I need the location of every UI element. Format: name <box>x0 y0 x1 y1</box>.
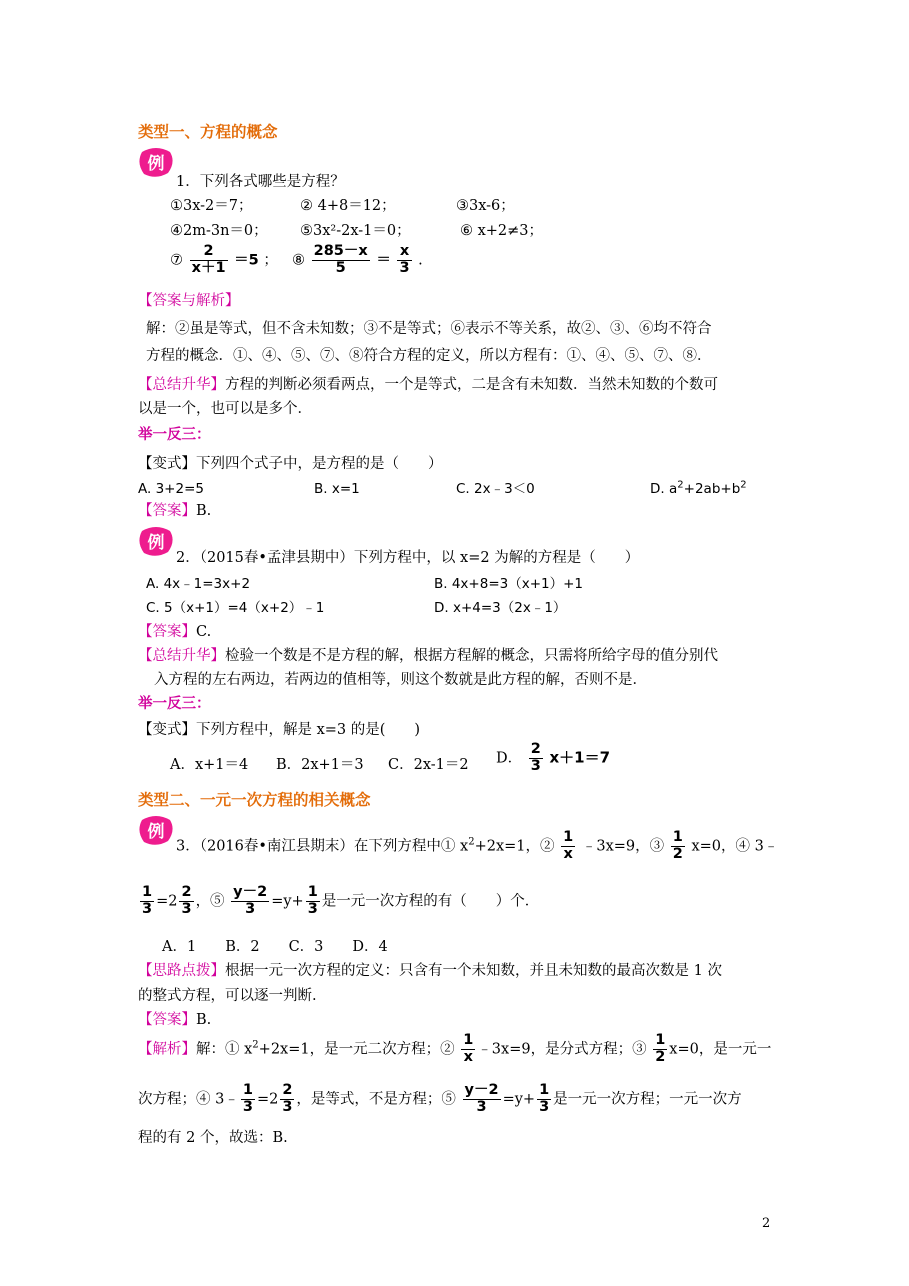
section-title-2: 类型二、一元一次方程的相关概念 <box>138 791 371 809</box>
variant-2-option-a: A．x+1＝4 <box>170 757 249 773</box>
answer-analysis-tag: 【答案与解析】 <box>138 293 240 309</box>
option-5: ⑤3x²-2x-1＝0； <box>300 223 411 239</box>
option-6: ⑥ x+2≠3； <box>460 223 544 239</box>
practice-heading-1: 举一反三： <box>138 427 211 443</box>
example-badge-icon <box>136 146 176 180</box>
svg-text:例: 例 <box>147 154 165 174</box>
option-7: ⑦ $\frac{2}{x+1}$ ＝5 ； <box>170 243 278 276</box>
analysis-line-1: 【解析】解：① $x^2+2x=1$，是一元二次方程；② $\frac{1}{x}$ ﹣3x=9，是分式方程；③ $\frac{1}{2}$ x=0，是一元一 <box>138 1032 772 1065</box>
answer-text-line-2: 方程的概念．①、④、⑤、⑦、⑧符合方程的定义，所以方程有：①、④、⑤、⑦、⑧． <box>146 348 712 364</box>
variant-1-option-d: D. $a^2+2ab+b^2$ <box>650 479 747 497</box>
q2-option-b: B. 4x+8=3（x+1）+1 <box>434 576 584 592</box>
variant-2-option-d: D． $\frac{2}{3}$ x＋1＝7 <box>496 741 611 774</box>
option-3: ③3x-6； <box>456 198 515 214</box>
q2-option-a: A. 4x﹣1=3x+2 <box>146 576 251 592</box>
example-badge-icon <box>136 814 176 848</box>
variant-2-option-b: B．2x+1＝3 <box>276 757 364 773</box>
variant-1-option-a: A. 3+2=5 <box>138 481 204 497</box>
variant-1-option-c: C. 2x﹣3＜0 <box>456 481 535 497</box>
option-4: ④2m-3n＝0； <box>170 223 268 239</box>
variant-1: 【变式】下列四个式子中，是方程的是（ ） <box>138 456 443 472</box>
question-1: 1．下列各式哪些是方程？ <box>176 174 345 190</box>
question-3-line-2: $\frac{1}{3}$ =2 $\frac{2}{3}$ ，⑤ $\frac{y-2}{3}$ =y+ $\frac{1}{3}$ 是一元一次方程的有（ ）个． <box>142 884 540 917</box>
hint: 【思路点拨】根据一元一次方程的定义：只含有一个未知数，并且未知数的最高次数是 1 次 <box>138 963 722 979</box>
option-2: ② 4+8＝12； <box>300 198 396 214</box>
page-number: 2 <box>762 1216 771 1231</box>
question-2: 2．（2015春•孟津县期中）下列方程中，以 x=2 为解的方程是（ ） <box>176 550 640 566</box>
summary-1-line-2: 以是一个，也可以是多个． <box>138 401 312 417</box>
answer-text-line-1: 解：②虽是等式，但不含未知数；③不是等式；⑥表示不等关系，故②、③、⑥均不符合 <box>146 321 712 337</box>
q3-answer: 【答案】B. <box>138 1012 212 1028</box>
svg-text:例: 例 <box>147 822 165 842</box>
q2-answer: 【答案】C. <box>138 624 212 640</box>
practice-heading-2: 举一反三： <box>138 696 211 712</box>
summary-2-line-2: 入方程的左右两边，若两边的值相等，则这个数就是此方程的解，否则不是． <box>154 672 647 688</box>
svg-text:例: 例 <box>147 533 165 553</box>
q2-option-d: D. x+4=3（2x﹣1） <box>434 600 567 616</box>
variant-1-option-b: B. x=1 <box>314 481 360 497</box>
question-3-line-1: 3．（2016春•南江县期末）在下列方程中① $x^2+2x=1$，② $\frac{1}{x}$ ﹣3x=9，③ $\frac{1}{2}$ x=0，④ 3﹣ <box>176 829 779 862</box>
variant-2: 【变式】下列方程中，解是 x=3 的是( ) <box>138 722 421 738</box>
summary-1: 【总结升华】方程的判断必须看两点，一个是等式，二是含有未知数．当然未知数的个数可 <box>138 377 718 393</box>
analysis-line-3: 程的有 2 个，故选：B. <box>138 1130 288 1146</box>
summary-2: 【总结升华】检验一个数是不是方程的解，根据方程解的概念，只需将所给字母的值分别代 <box>138 648 718 664</box>
section-title-1: 类型一、方程的概念 <box>138 123 278 141</box>
variant-2-option-c: C．2x-1＝2 <box>388 757 469 773</box>
example-badge-icon <box>136 525 176 559</box>
hint-line-2: 的整式方程，可以逐一判断. <box>138 988 317 1004</box>
analysis-line-2: 次方程；④ 3﹣ $\frac{1}{3}$ =2 $\frac{2}{3}$ ，是等式，不是方程；⑤ $\frac{y-2}{3}$ =y+ $\frac{1}{3}$ 是一元一次方程；一元一次方 <box>138 1082 742 1115</box>
variant-1-answer: 【答案】B. <box>138 503 212 519</box>
q2-option-c: C. 5（x+1）=4（x+2）﹣1 <box>146 600 325 616</box>
option-1: ①3x-2＝7； <box>170 198 253 214</box>
option-8: ⑧ $\frac{285-x}{5}$ ＝ $\frac{x}{3}$ . <box>292 243 423 276</box>
q3-options: A．1 B．2 C．3 D．4 <box>162 939 388 955</box>
